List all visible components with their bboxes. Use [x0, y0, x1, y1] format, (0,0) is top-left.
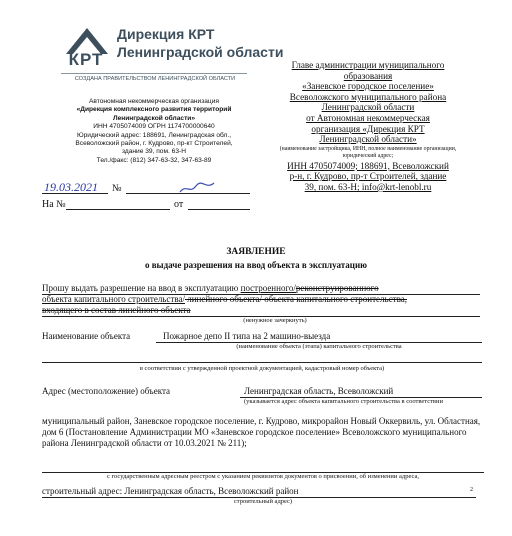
recipient-line: от Автономная некоммерческая [306, 112, 430, 123]
sender-line: Ленинградской области» [112, 114, 196, 122]
address-note: (указывается адрес объекта капитального строительства в соответствии [244, 398, 443, 405]
signature-mark [178, 180, 218, 196]
logo-name-line1: Дирекция КРТ [117, 26, 215, 42]
address-building-note: строительный адрес) [233, 498, 293, 505]
request-object-cap: объекта капитального строительства/ [42, 294, 185, 304]
request-linear2: входящего в состав линейного объекта [42, 305, 191, 315]
recipient-line: Главе администрации муниципального [291, 60, 445, 70]
request-prefix: Прошу выдать разрешение на ввод в эксплуатацию [42, 283, 239, 293]
object-value: Пожарное депо II типа на 2 машино-выезда [163, 331, 331, 341]
page-subtitle: о выдаче разрешения на ввод объекта в эксплуатацию [144, 260, 368, 270]
request-linear: линейного объекта/ объекта капитального строительства, [184, 294, 407, 304]
page-number: 2 [470, 487, 473, 493]
address-body: муниципальный район, Заневское городское поселение, г. Кудрово, микрорайон Новый Оккервиль, ул. Областная, дом 6 (Постановление Администрации МО «Заневское городское поселение» Всеволожского муниципального района Ленинградской области от 10.03.2021 № 211); [42, 416, 481, 448]
sender-line: здание 39, пом. 63-Н [122, 148, 186, 156]
recipient-line: «Заневское городское поселение» [302, 81, 434, 92]
recipient-line: образования [343, 70, 393, 81]
sender-line: Тел./факс: (812) 347-63-32, 347-63-89 [96, 156, 212, 164]
recipient-line: организация «Дирекция КРТ [311, 123, 425, 134]
logo-name-line2: Ленинградской области [117, 44, 284, 60]
request-line2 [42, 294, 482, 305]
recipient-note: (наименование застройщика, ИНН, полное наименование организации, юридический адрес; [279, 145, 457, 159]
address-building-line: строительный адрес: Ленинградская область, Всеволожский район [42, 486, 299, 496]
cross-note: (ненужное зачеркнуть) [243, 317, 307, 324]
reg-na-label: На № [42, 199, 66, 210]
sender-line: «Дирекция комплексного развития территорий [76, 106, 232, 114]
recipient-block [274, 60, 462, 193]
reg-date: 19.03.2021 [44, 180, 98, 194]
reg-number-label: № [112, 183, 122, 194]
request-built: построенного/ [240, 283, 296, 293]
sender-block [42, 98, 266, 165]
logo [62, 20, 284, 84]
recipient-line: Всеволожского муниципального района [289, 91, 447, 102]
page-title: ЗАЯВЛЕНИЕ [226, 247, 286, 257]
object-note2: в соответствии с утвержденной проектной документацией, кадастровый номер объекта) [139, 365, 385, 372]
recipient-line: Ленинградской области [321, 102, 415, 113]
object-note: (наименование объекта (этапа) капитального строительства [236, 343, 402, 350]
address-label: Адрес (местоположение) объекта [42, 386, 170, 396]
request-reconstructed: реконструированного [295, 283, 379, 293]
address-value-start: Ленинградская область, Всеволожский [244, 386, 394, 396]
sender-line: Автономная некоммерческая организация [89, 98, 219, 105]
address-registry-note: с государственным адресным реестром с указанием реквизитов документов о присвоении, об изменении адреса, [107, 473, 419, 480]
logo-tagline: СОЗДАНА ПРАВИТЕЛЬСТВОМ ЛЕНИНГРАДСКОЙ ОБЛАСТИ [74, 76, 236, 82]
recipient-line: Ленинградской области» [319, 134, 417, 145]
object-label: Наименование объекта [42, 331, 131, 341]
logo-mark: КРТ [68, 50, 104, 69]
sender-line: Юридический адрес: 188691, Ленинградская обл., [76, 131, 232, 139]
reg-ot-label: от [174, 199, 184, 210]
request-line1 [42, 283, 482, 294]
recipient-detail: 39, пом. 63-Н; info@krt-lenobl.ru [304, 181, 432, 192]
recipient-detail: ИНН 4705074009; 188691, Всеволожский [287, 160, 449, 171]
sender-line: Всеволожский район, г. Кудрово, пр-кт Строителей, [75, 140, 233, 148]
sender-line: ИНН 4705074009 ОГРН 1174700000640 [93, 123, 215, 131]
recipient-detail: р-н, г. Кудрово, пр-т Строителей, здание [289, 171, 447, 182]
